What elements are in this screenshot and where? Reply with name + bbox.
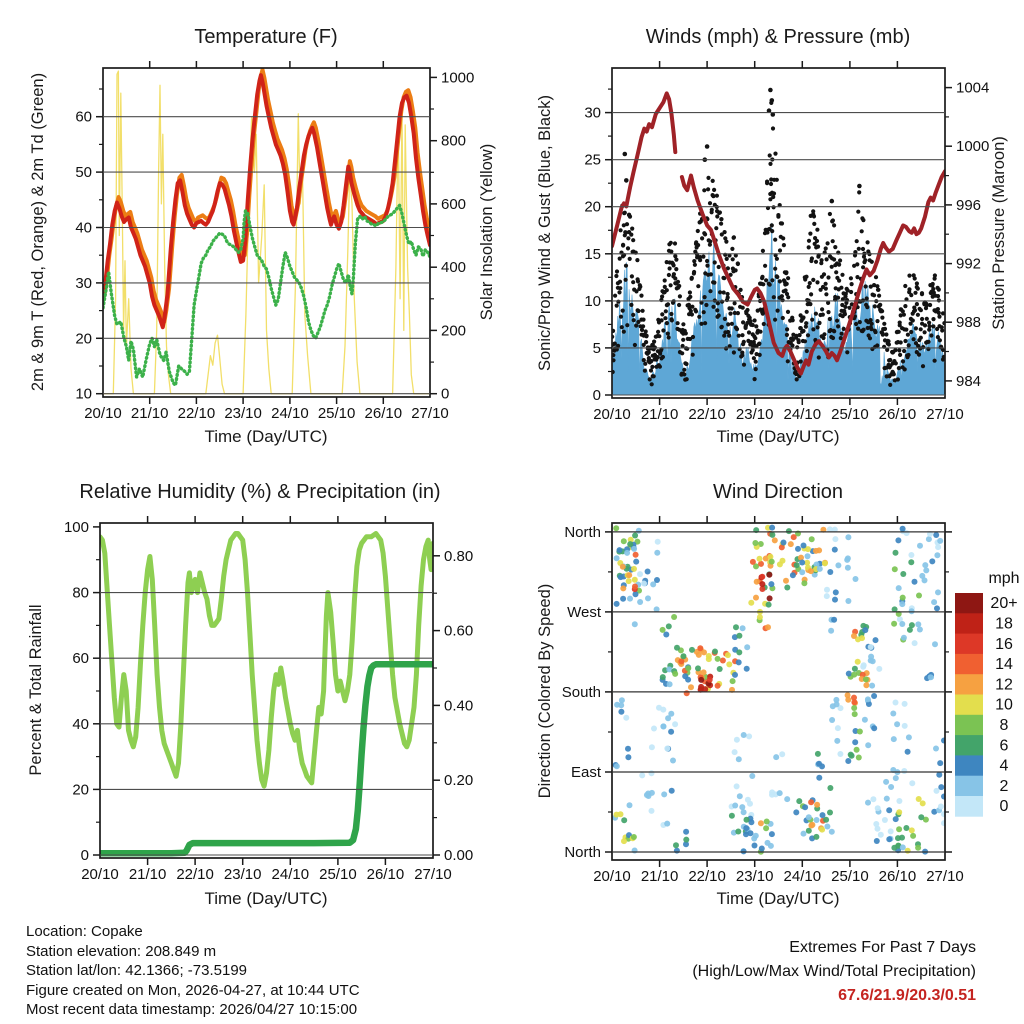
svg-text:60: 60 bbox=[72, 650, 89, 668]
direction-y-axis-label: Direction (Colored By Speed) bbox=[536, 583, 554, 799]
svg-text:24/10: 24/10 bbox=[271, 866, 310, 883]
svg-text:22/10: 22/10 bbox=[688, 406, 726, 423]
svg-text:22/10: 22/10 bbox=[177, 405, 216, 422]
svg-text:10: 10 bbox=[995, 696, 1013, 714]
station-latlon: Station lat/lon: 42.1366; -73.5199 bbox=[26, 962, 248, 980]
svg-text:West: West bbox=[567, 603, 601, 621]
svg-text:16: 16 bbox=[995, 635, 1013, 653]
rainfall-y-axis-label: Percent & Total Rainfall bbox=[27, 604, 45, 776]
svg-text:1004: 1004 bbox=[956, 79, 990, 97]
svg-text:8: 8 bbox=[999, 716, 1009, 734]
svg-text:10: 10 bbox=[75, 385, 92, 403]
svg-text:984: 984 bbox=[956, 372, 982, 390]
temperature-y-axis-label: 2m & 9m T (Red, Orange) & 2m Td (Green) bbox=[29, 72, 47, 392]
svg-text:0.00: 0.00 bbox=[444, 847, 474, 864]
svg-text:26/10: 26/10 bbox=[366, 866, 405, 883]
svg-text:22/10: 22/10 bbox=[176, 866, 214, 883]
svg-text:22/10: 22/10 bbox=[688, 868, 726, 885]
svg-text:21/10: 21/10 bbox=[128, 866, 167, 883]
station-elevation: Station elevation: 208.849 m bbox=[26, 942, 217, 960]
speed-colorbar bbox=[955, 593, 1018, 817]
svg-text:20/10: 20/10 bbox=[81, 866, 119, 883]
svg-text:26/10: 26/10 bbox=[878, 868, 917, 885]
svg-text:0.60: 0.60 bbox=[444, 622, 474, 640]
svg-text:6: 6 bbox=[999, 737, 1009, 755]
winds-pressure-chart bbox=[584, 61, 989, 423]
recent-timestamp-line: Most recent data timestamp: 2026/04/27 10:15:00 bbox=[26, 1001, 358, 1019]
svg-text:21/10: 21/10 bbox=[130, 405, 169, 422]
svg-text:27/10: 27/10 bbox=[414, 866, 452, 883]
svg-text:20/10: 20/10 bbox=[84, 405, 122, 422]
svg-text:25/10: 25/10 bbox=[831, 868, 869, 885]
extremes-title: Extremes For Past 7 Days bbox=[789, 939, 976, 956]
svg-text:20/10: 20/10 bbox=[593, 868, 631, 885]
wind-direction-chart bbox=[562, 516, 964, 885]
humidity-precip-chart bbox=[64, 516, 473, 883]
extremes-subtitle: (High/Low/Max Wind/Total Precipitation) bbox=[692, 963, 976, 980]
svg-text:0.20: 0.20 bbox=[444, 772, 474, 790]
svg-text:26/10: 26/10 bbox=[878, 406, 917, 423]
svg-text:23/10: 23/10 bbox=[735, 406, 774, 423]
solar-y-axis-label: Solar Insolation (Yellow) bbox=[478, 143, 496, 321]
svg-text:25: 25 bbox=[584, 151, 601, 169]
wind-direction-chart-title: Wind Direction bbox=[712, 481, 844, 503]
svg-text:East: East bbox=[570, 764, 601, 781]
temperature-chart bbox=[75, 61, 474, 422]
svg-text:27/10: 27/10 bbox=[926, 406, 964, 423]
pressure-y-axis-label: Station Pressure (Maroon) bbox=[990, 136, 1008, 330]
svg-text:20: 20 bbox=[584, 198, 601, 216]
winds-pressure-chart-title: Winds (mph) & Pressure (mb) bbox=[645, 26, 911, 48]
svg-text:992: 992 bbox=[956, 255, 982, 273]
svg-text:4: 4 bbox=[999, 757, 1009, 775]
svg-text:400: 400 bbox=[441, 259, 467, 277]
svg-text:0: 0 bbox=[592, 387, 601, 404]
svg-text:800: 800 bbox=[441, 132, 467, 150]
svg-text:South: South bbox=[561, 683, 601, 701]
svg-text:23/10: 23/10 bbox=[223, 866, 262, 883]
svg-text:0: 0 bbox=[999, 798, 1009, 816]
svg-text:40: 40 bbox=[75, 219, 92, 237]
svg-text:20: 20 bbox=[72, 781, 89, 799]
svg-text:21/10: 21/10 bbox=[640, 406, 679, 423]
svg-text:1000: 1000 bbox=[441, 69, 475, 87]
svg-text:30: 30 bbox=[584, 104, 601, 122]
svg-text:0.80: 0.80 bbox=[444, 547, 474, 565]
direction-x-axis-label: Time (Day/UTC) bbox=[716, 889, 840, 908]
svg-text:2: 2 bbox=[999, 777, 1009, 795]
svg-text:0.40: 0.40 bbox=[444, 697, 474, 715]
svg-text:50: 50 bbox=[75, 164, 92, 182]
svg-text:988: 988 bbox=[956, 314, 982, 332]
svg-text:20: 20 bbox=[75, 330, 92, 348]
svg-text:21/10: 21/10 bbox=[640, 868, 679, 885]
svg-text:15: 15 bbox=[584, 245, 601, 263]
svg-text:0: 0 bbox=[441, 385, 450, 403]
svg-text:25/10: 25/10 bbox=[317, 405, 356, 422]
svg-text:North: North bbox=[564, 844, 601, 861]
svg-text:5: 5 bbox=[592, 339, 601, 357]
svg-text:80: 80 bbox=[72, 584, 89, 602]
svg-text:27/10: 27/10 bbox=[926, 868, 964, 885]
extremes-values: 67.6/21.9/20.3/0.51 bbox=[838, 987, 976, 1004]
extremes-block bbox=[520, 936, 976, 1008]
wind-x-axis-label: Time (Day/UTC) bbox=[716, 427, 840, 446]
svg-text:23/10: 23/10 bbox=[735, 868, 774, 885]
svg-text:27/10: 27/10 bbox=[411, 405, 449, 422]
svg-text:25/10: 25/10 bbox=[831, 406, 869, 423]
svg-text:14: 14 bbox=[995, 656, 1013, 673]
svg-text:1000: 1000 bbox=[956, 138, 990, 156]
svg-text:0: 0 bbox=[80, 847, 89, 864]
svg-text:24/10: 24/10 bbox=[783, 406, 822, 423]
humidity-precip-chart-title: Relative Humidity (%) & Precipitation (in) bbox=[79, 481, 441, 503]
svg-text:10: 10 bbox=[584, 292, 601, 310]
colorbar-units-label: mph bbox=[988, 570, 1020, 587]
station-location: Location: Copake bbox=[26, 923, 143, 940]
svg-text:996: 996 bbox=[956, 196, 982, 214]
temperature-chart-title: Temperature (F) bbox=[194, 26, 338, 48]
svg-text:40: 40 bbox=[72, 715, 89, 733]
svg-text:60: 60 bbox=[75, 108, 92, 126]
svg-text:24/10: 24/10 bbox=[271, 405, 309, 422]
humidity-x-axis-label: Time (Day/UTC) bbox=[204, 889, 328, 908]
svg-text:18: 18 bbox=[995, 615, 1013, 633]
svg-text:25/10: 25/10 bbox=[319, 866, 357, 883]
svg-text:12: 12 bbox=[995, 676, 1013, 694]
figure-created-line: Figure created on Mon, 2026-04-27, at 10:44 UTC bbox=[26, 981, 360, 999]
svg-text:200: 200 bbox=[441, 322, 467, 340]
svg-text:20/10: 20/10 bbox=[593, 406, 631, 423]
temperature-x-axis-label: Time (Day/UTC) bbox=[204, 427, 328, 446]
svg-text:24/10: 24/10 bbox=[783, 868, 822, 885]
wind-y-axis-label: Sonic/Prop Wind & Gust (Blue, Black) bbox=[536, 94, 554, 372]
svg-text:600: 600 bbox=[441, 195, 467, 213]
svg-text:100: 100 bbox=[63, 518, 89, 536]
svg-text:20+: 20+ bbox=[990, 595, 1018, 613]
station-info-block bbox=[26, 922, 360, 1020]
svg-text:23/10: 23/10 bbox=[224, 405, 262, 422]
svg-text:26/10: 26/10 bbox=[364, 405, 403, 422]
svg-text:30: 30 bbox=[75, 274, 92, 292]
svg-text:North: North bbox=[564, 523, 601, 541]
